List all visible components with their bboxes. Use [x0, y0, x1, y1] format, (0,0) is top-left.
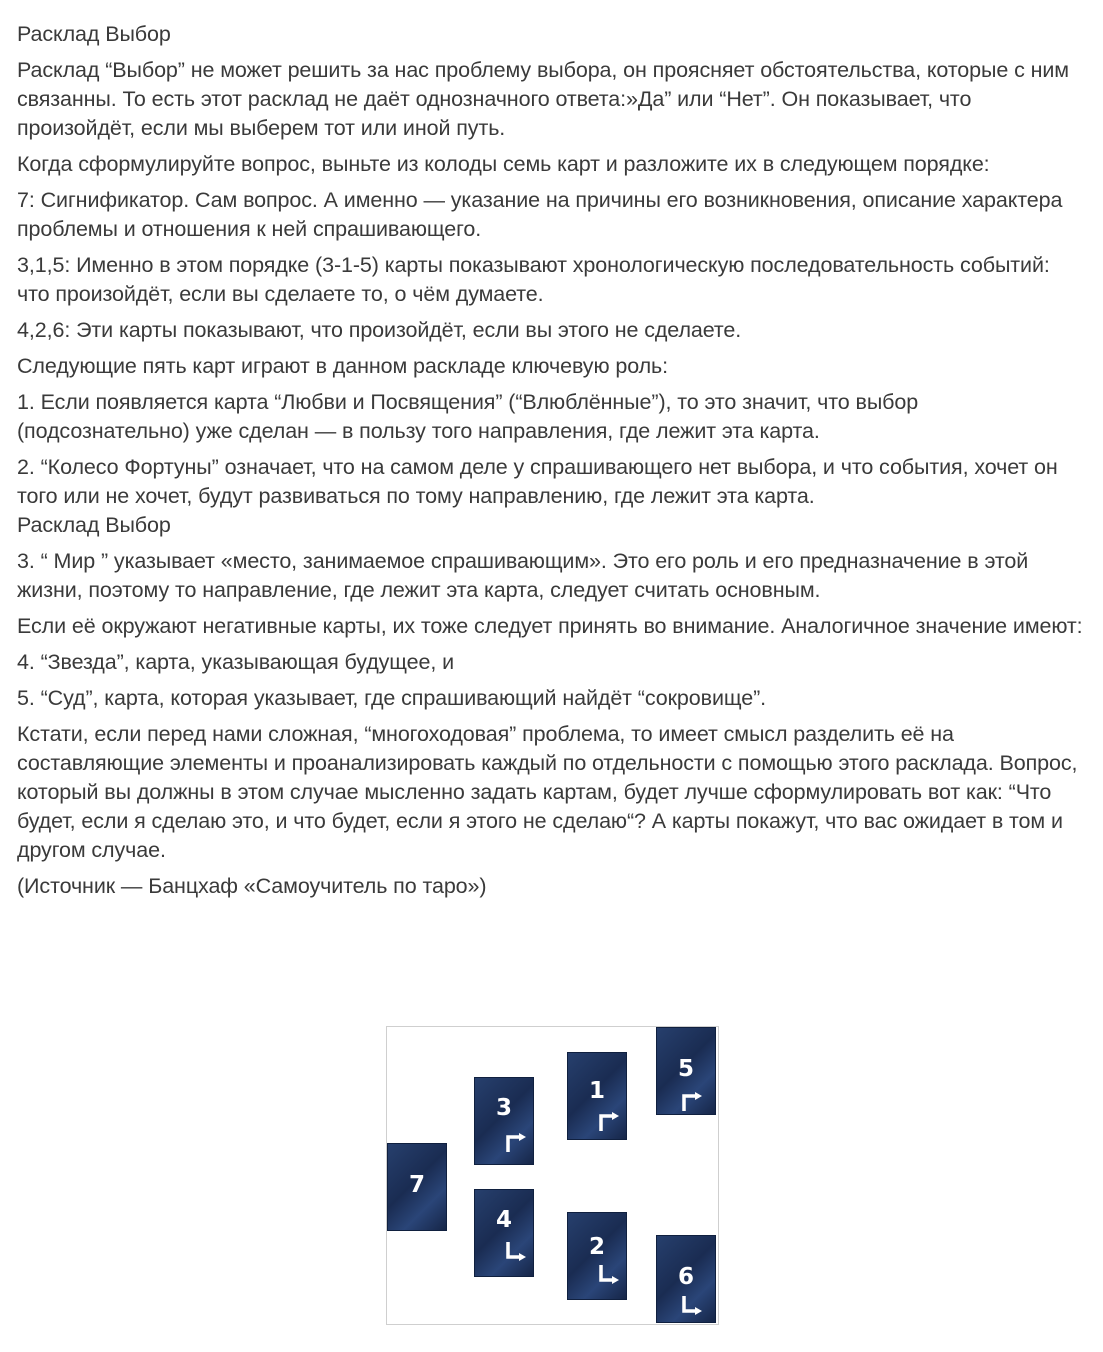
- arrow-down-right-icon: [680, 1295, 704, 1317]
- arrow-up-right-icon: [597, 1110, 621, 1132]
- paragraph-key-4: 4. “Звезда”, карта, указывающая будущее, и: [17, 650, 455, 674]
- paragraph-complex-problem: Кстати, если перед нами сложная, “многоходовая” проблема, то имеет смысл разделить её на составляющие элементы и проанализировать каждый по отдельности с помощью этого расклада. Вопрос, который вы должны в этом случае мысленно задать картам, будет лучше сформулировать вот как: “Что будет, если я сделаю это, и что будет, если я этого не сделаю“? А карты покажут, что вас ожидает в том и другом случае.: [17, 722, 1078, 862]
- card-number: 5: [677, 1056, 694, 1082]
- paragraph-key-1: 1. Если появляется карта “Любви и Посвящения” (“Влюблённые”), то это значит, что выбор (подсознательно) уже сделан — в пользу того направления, где лежит эта карта.: [17, 390, 919, 443]
- arrow-down-right-icon: [504, 1241, 528, 1263]
- article-title: Расклад Выбор: [17, 22, 171, 46]
- paragraph-key-cards: Следующие пять карт играют в данном раскладе ключевую роль:: [17, 354, 669, 378]
- arrow-up-right-icon: [680, 1090, 704, 1112]
- paragraph-instructions: Когда сформулируйте вопрос, выньте из колоды семь карт и разложите их в следующем порядке:: [17, 152, 990, 176]
- repeated-title: Расклад Выбор: [17, 513, 171, 537]
- card-number: 3: [495, 1095, 512, 1121]
- article: [17, 20, 1087, 908]
- paragraph-source: (Источник — Банцхаф «Самоучитель по таро»): [17, 874, 487, 898]
- paragraph-cards-3-1-5: 3,1,5: Именно в этом порядке (3-1-5) карты показывают хронологическую последовательность событий: что произойдёт, если вы сделаете то, о чём думаете.: [17, 253, 1050, 306]
- paragraph-card-7: 7: Сигнификатор. Сам вопрос. А именно — указание на причины его возникновения, описание характера проблемы и отношения к ней спрашивающего.: [17, 188, 1063, 241]
- tarot-card-4: [474, 1189, 534, 1277]
- arrow-down-right-icon: [597, 1264, 621, 1286]
- tarot-card-3: [474, 1077, 534, 1165]
- card-number: 4: [495, 1207, 512, 1233]
- tarot-card-6: [656, 1235, 716, 1323]
- card-number: 1: [588, 1078, 605, 1104]
- paragraph-key-2: 2. “Колесо Фортуны” означает, что на самом деле у спрашивающего нет выбора, и что события, хочет он того или не хочет, будут развиваться по тому направлению, где лежит эта карта.: [17, 455, 1058, 508]
- card-number: 2: [588, 1234, 605, 1260]
- paragraph-cards-4-2-6: 4,2,6: Эти карты показывают, что произойдёт, если вы этого не сделаете.: [17, 318, 742, 342]
- tarot-card-1: [567, 1052, 627, 1140]
- paragraph-negative-cards: Если её окружают негативные карты, их тоже следует принять во внимание. Аналогичное значение имеют:: [17, 614, 1083, 638]
- card-number: 6: [677, 1264, 694, 1290]
- paragraph-key-5: 5. “Суд”, карта, которая указывает, где спрашивающий найдёт “сокровище”.: [17, 686, 767, 710]
- card-number: 7: [408, 1172, 425, 1198]
- paragraph-key-3: 3. “ Мир ” указывает «место, занимаемое спрашивающим». Это его роль и его предназначение в этой жизни, поэтому то направление, где лежит эта карта, следует считать основным.: [17, 549, 1029, 602]
- tarot-card-2: [567, 1212, 627, 1300]
- tarot-card-5: [656, 1027, 716, 1115]
- tarot-card-7: [387, 1143, 447, 1231]
- paragraph-intro: Расклад “Выбор” не может решить за нас проблему выбора, он проясняет обстоятельства, которые с ним связанны. То есть этот расклад не даёт однозначного ответа:»Да” или “Нет”. Он показывает, что произойдёт, если мы выберем тот или иной путь.: [17, 58, 1069, 140]
- arrow-up-right-icon: [504, 1131, 528, 1153]
- spread-diagram: [386, 1026, 719, 1325]
